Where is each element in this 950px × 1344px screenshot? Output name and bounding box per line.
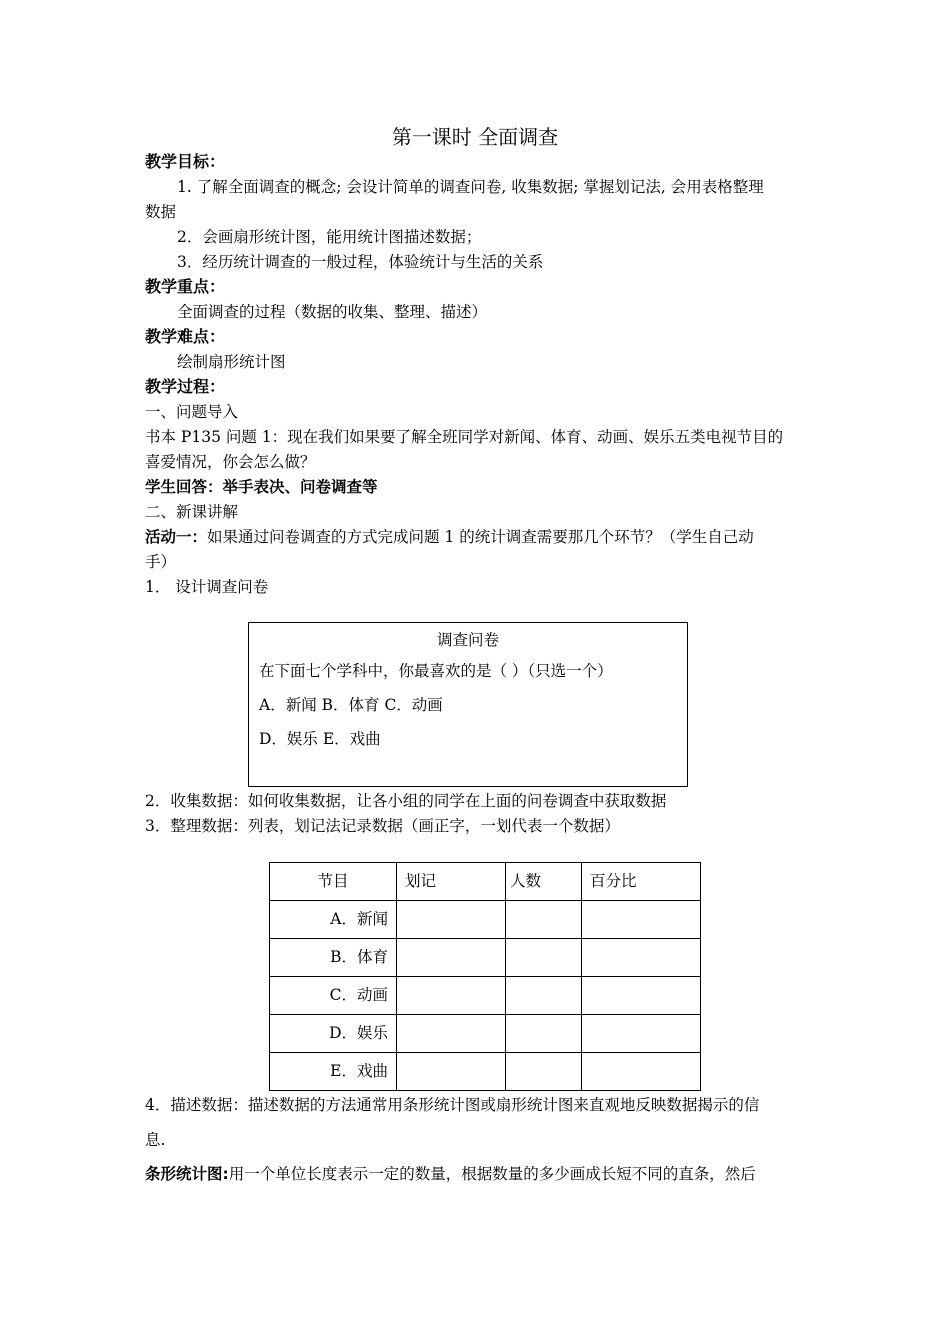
bar-chart-text: 用一个单位长度表示一定的数量，根据数量的多少画成长短不同的直条，然后 xyxy=(228,1165,756,1183)
section-2-title: 二、新课讲解 xyxy=(145,503,239,521)
count-cell xyxy=(506,939,582,977)
student-answer: 学生回答：举手表决、问卷调查等 xyxy=(145,478,378,496)
table-row xyxy=(270,977,701,1015)
header-count: 人数 xyxy=(510,872,542,890)
goal-item-1: 1. 了解全面调查的概念; 会设计简单的调查问卷, 收集数据; 掌握划记法, 会用表格整理 xyxy=(177,178,764,196)
tally-cell xyxy=(397,1015,506,1053)
difficulty-heading: 教学难点： xyxy=(145,327,226,346)
row-label: C．动画 xyxy=(329,986,388,1004)
step-4: 4．描述数据：描述数据的方法通常用条形统计图或扇形统计图来直观地反映数据揭示的信 xyxy=(145,1096,760,1114)
activity-1-text: 如果通过问卷调查的方式完成问题 1 的统计调查需要那几个环节？（学生自己动 xyxy=(207,528,754,546)
table-header-row xyxy=(270,863,701,901)
page-title: 第一课时 全面调查 xyxy=(391,125,559,149)
section-1-title: 一、问题导入 xyxy=(145,403,239,421)
goal-item-3: 3．经历统计调查的一般过程，体验统计与生活的关系 xyxy=(177,253,544,271)
table-row xyxy=(270,901,701,939)
activity-1-label: 活动一： xyxy=(145,528,208,546)
percent-cell xyxy=(582,939,701,977)
row-label: B．体育 xyxy=(330,948,388,966)
survey-question: 在下面七个学科中，你最喜欢的是（ ）（只选一个） xyxy=(259,662,613,680)
goals-heading: 教学目标： xyxy=(145,152,226,171)
key-points-text: 全面调查的过程（数据的收集、整理、描述） xyxy=(177,303,488,321)
percent-cell xyxy=(582,901,701,939)
difficulty-text: 绘制扇形统计图 xyxy=(177,353,286,371)
step-1: 1． 设计调查问卷 xyxy=(145,578,269,596)
header-percent: 百分比 xyxy=(590,872,637,890)
tally-cell xyxy=(397,1053,506,1091)
header-tally: 划记 xyxy=(405,872,437,890)
count-cell xyxy=(506,1053,582,1091)
bar-chart-label: 条形统计图: xyxy=(145,1165,229,1183)
survey-options-2: D．娱乐 E．戏曲 xyxy=(259,730,381,748)
question-text-cont: 喜爱情况，你会怎么做？ xyxy=(145,453,316,471)
activity-1 xyxy=(145,525,754,549)
percent-cell xyxy=(582,977,701,1015)
table-row xyxy=(270,1015,701,1053)
table-row xyxy=(270,939,701,977)
tally-cell xyxy=(397,939,506,977)
count-cell xyxy=(506,901,582,939)
percent-cell xyxy=(582,1015,701,1053)
percent-cell xyxy=(582,1053,701,1091)
tally-cell xyxy=(397,977,506,1015)
bar-chart-definition xyxy=(145,1162,756,1186)
survey-options-1: A．新闻 B．体育 C．动画 xyxy=(259,696,443,714)
table-row xyxy=(270,1053,701,1091)
process-heading: 教学过程： xyxy=(145,377,226,396)
goal-item-2: 2．会画扇形统计图，能用统计图描述数据； xyxy=(177,228,482,246)
row-label: D．娱乐 xyxy=(329,1024,388,1042)
header-program: 节目 xyxy=(317,872,349,890)
question-text: 书本 P135 问题 1：现在我们如果要了解全班同学对新闻、体育、动画、娱乐五类电视节目的 xyxy=(145,428,784,446)
tally-cell xyxy=(397,901,506,939)
count-cell xyxy=(506,1015,582,1053)
survey-title: 调查问卷 xyxy=(436,631,499,649)
count-cell xyxy=(506,977,582,1015)
key-points-heading: 教学重点： xyxy=(145,277,226,296)
survey-box xyxy=(248,622,688,787)
row-label: A．新闻 xyxy=(330,910,388,928)
step-3: 3．整理数据：列表，划记法记录数据（画正字，一划代表一个数据） xyxy=(145,817,620,835)
goal-item-1-cont: 数据 xyxy=(145,203,177,221)
step-4-cont: 息. xyxy=(145,1131,166,1149)
row-label: E．戏曲 xyxy=(330,1062,388,1080)
activity-1-cont: 手） xyxy=(145,553,177,571)
step-2: 2．收集数据：如何收集数据，让各小组的同学在上面的问卷调查中获取数据 xyxy=(145,792,667,810)
tally-table xyxy=(269,862,701,1091)
